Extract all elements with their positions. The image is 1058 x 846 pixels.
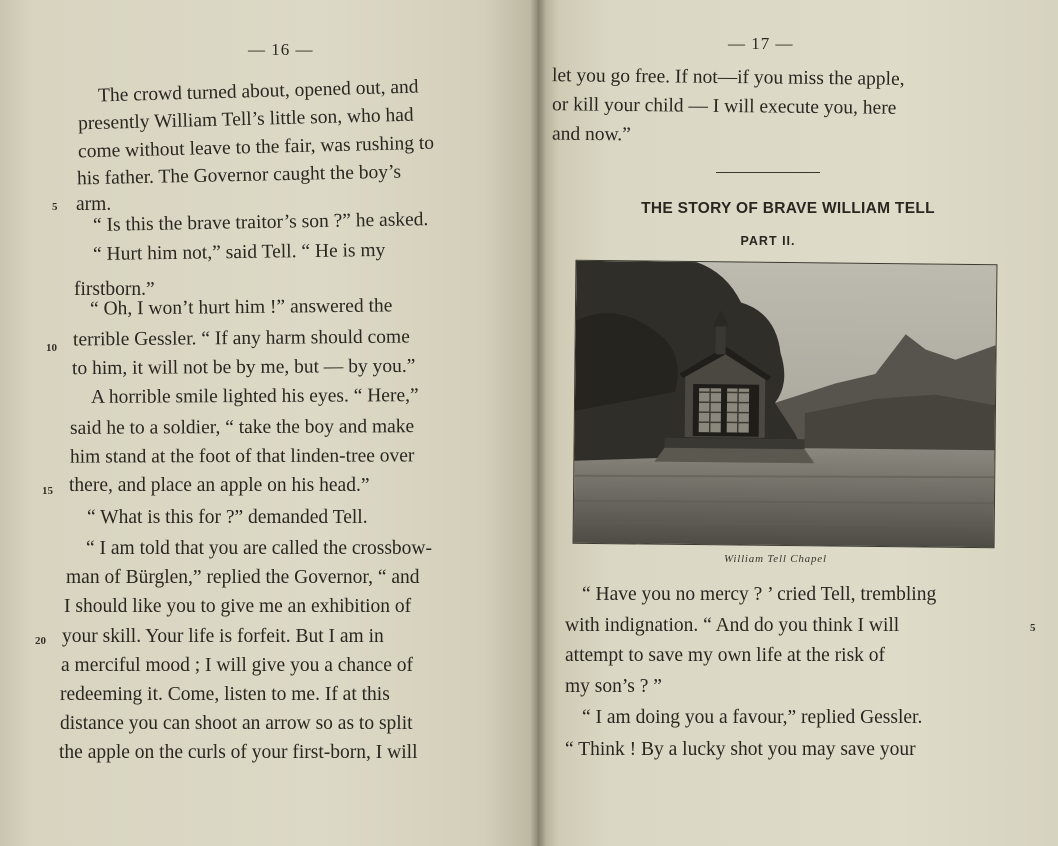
- line-number: 5: [1030, 622, 1036, 634]
- right-page-number: — 17 —: [728, 34, 794, 53]
- chapel-photograph: [573, 260, 998, 548]
- line-number: 10: [46, 342, 57, 354]
- right-page: [538, 0, 1058, 846]
- text-line: my son’s ? ”: [565, 676, 662, 697]
- text-line: “ I am told that you are called the crossbow-: [86, 538, 433, 559]
- text-line: to him, it will not be by me, but — by you.”: [71, 355, 416, 380]
- text-line: him stand at the foot of that linden-tree over: [69, 445, 415, 468]
- text-line: terrible Gessler. “ If any harm should come: [72, 326, 410, 351]
- photo-caption: William Tell Chapel: [724, 553, 827, 565]
- text-line: said he to a soldier, “ take the boy and make: [69, 416, 415, 439]
- section-divider: [716, 172, 820, 173]
- text-line: The crowd turned about, opened out, and: [97, 76, 419, 107]
- text-line: attempt to save my own life at the risk of: [565, 645, 886, 666]
- text-line: there, and place an apple on his head.”: [69, 475, 370, 496]
- text-line: a merciful mood ; I will give you a chance of: [61, 655, 413, 676]
- text-line: let you go free. If not—if you miss the apple,: [551, 65, 905, 90]
- text-line: I should like you to give me an exhibition of: [64, 596, 412, 617]
- text-line: firstborn.”: [74, 279, 155, 300]
- text-line: or kill your child — I will execute you, here: [551, 94, 897, 119]
- text-line: his father. The Governor caught the boy’s: [76, 161, 402, 190]
- text-line: redeeming it. Come, listen to me. If at this: [60, 684, 390, 705]
- part-heading: PART II.: [740, 234, 796, 248]
- text-line: “ Have you no mercy ? ’ cried Tell, trembling: [582, 584, 937, 605]
- text-line: with indignation. “ And do you think I will: [565, 615, 900, 636]
- text-line: “ Think ! By a lucky shot you may save your: [565, 739, 916, 760]
- text-line: the apple on the curls of your first-born, I will: [59, 742, 418, 763]
- text-line: distance you can shoot an arrow so as to split: [60, 713, 413, 734]
- text-line: arm.: [76, 194, 112, 215]
- line-number: 5: [52, 201, 58, 213]
- text-line: and now.”: [551, 123, 631, 146]
- text-line: man of Bürglen,” replied the Governor, “ and: [66, 567, 420, 588]
- text-line: “ I am doing you a favour,” replied Gessler.: [582, 707, 923, 728]
- chapel-illustration: [574, 261, 997, 547]
- text-line: “ Oh, I won’t hurt him !” answered the: [89, 295, 393, 320]
- text-line: presently William Tell’s little son, who had: [77, 104, 414, 135]
- text-line: “ Hurt him not,” said Tell. “ He is my: [92, 239, 386, 266]
- line-number: 20: [35, 635, 46, 647]
- text-line: “ Is this the brave traitor’s son ?” he asked.: [92, 209, 429, 236]
- text-line: “ What is this for ?” demanded Tell.: [87, 507, 368, 528]
- text-line: A horrible smile lighted his eyes. “ Here,”: [90, 385, 419, 408]
- story-title: THE STORY OF BRAVE WILLIAM TELL: [641, 200, 935, 217]
- line-number: 15: [42, 485, 53, 497]
- text-line: come without leave to the fair, was rushing to: [77, 132, 435, 163]
- book-gutter: [530, 0, 546, 846]
- text-line: your skill. Your life is forfeit. But I am in: [62, 626, 384, 647]
- left-page-number: — 16 —: [248, 40, 314, 59]
